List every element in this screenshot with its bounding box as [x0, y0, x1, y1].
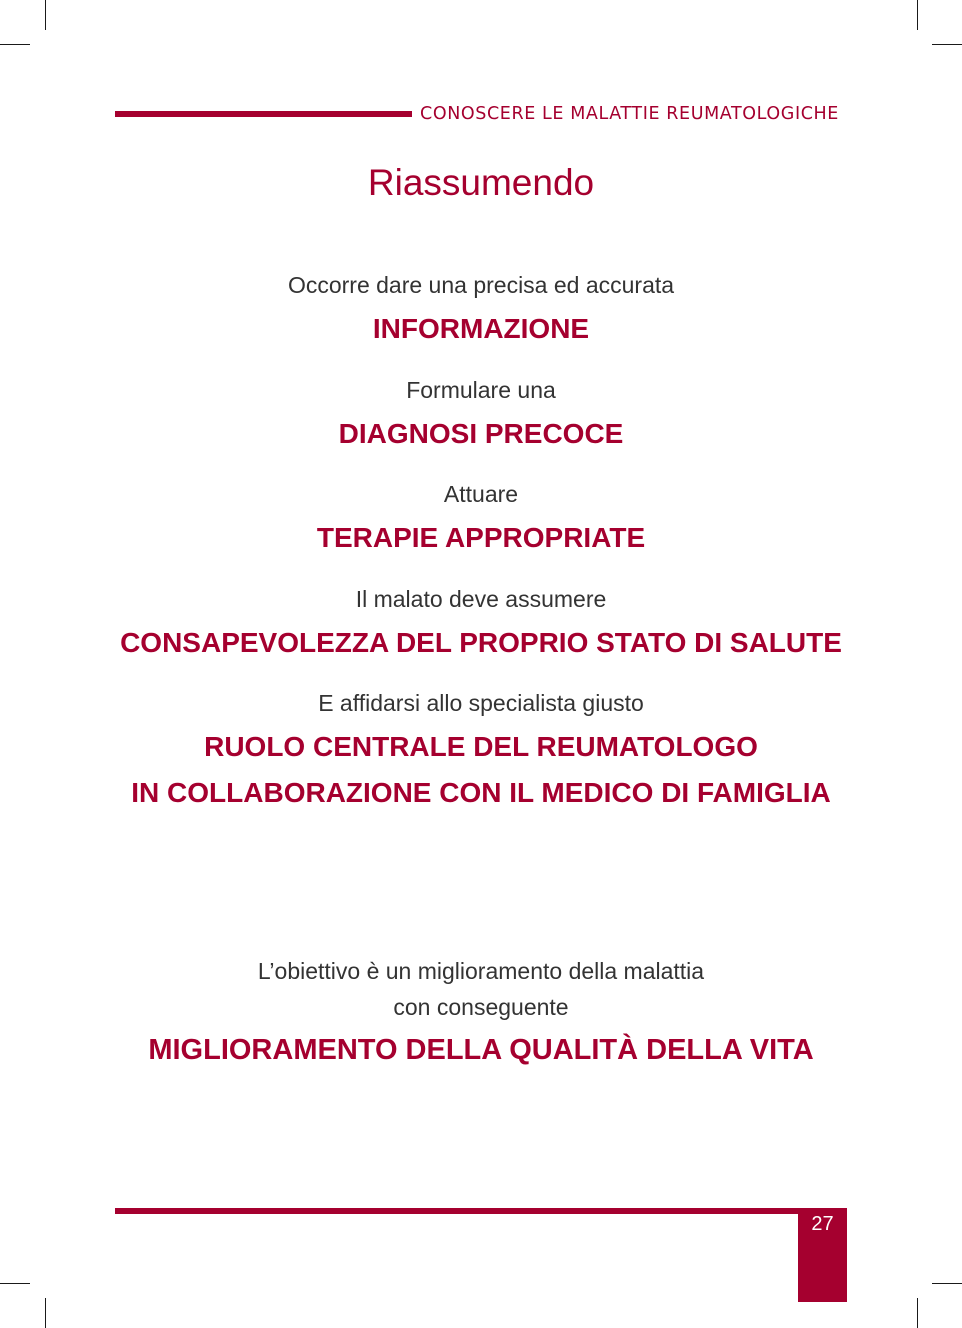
summary-highlight-1: INFORMAZIONE [372, 313, 590, 344]
summary-highlight-2: DIAGNOSI PRECOCE [338, 418, 624, 449]
page-title: Riassumendo [367, 162, 595, 203]
conclusion-line-2: con conseguente [393, 994, 569, 1020]
crop-mark-bottom-left-vertical [45, 1298, 46, 1328]
crop-mark-top-left-horizontal [0, 44, 30, 45]
conclusion-line-1: L’obiettivo è un miglioramento della malattia [257, 958, 705, 984]
summary-highlight-5b: IN COLLABORAZIONE CON IL MEDICO DI FAMIGLIA [131, 777, 831, 808]
crop-mark-top-right-horizontal [932, 44, 962, 45]
conclusion-highlight: MIGLIORAMENTO DELLA QUALITÀ DELLA VITA [148, 1034, 814, 1066]
page-number: 27 [811, 1213, 834, 1235]
summary-intro-3: Attuare [443, 481, 519, 507]
summary-intro-5: E affidarsi allo specialista giusto [318, 690, 644, 716]
summary-highlight-4: CONSAPEVOLEZZA DEL PROPRIO STATO DI SALUTE [120, 627, 842, 658]
crop-mark-bottom-right-horizontal [932, 1283, 962, 1284]
summary-highlight-3: TERAPIE APPROPRIATE [316, 522, 646, 553]
section-title: CONOSCERE LE MALATTIE REUMATOLOGICHE [420, 104, 839, 124]
crop-mark-top-left-vertical [45, 0, 46, 30]
crop-mark-top-right-vertical [917, 0, 918, 30]
header-rule [115, 111, 412, 117]
summary-intro-1: Occorre dare una precisa ed accurata [287, 272, 675, 298]
summary-intro-4: Il malato deve assumere [355, 586, 607, 612]
crop-mark-bottom-right-vertical [917, 1298, 918, 1328]
footer-rule [115, 1208, 798, 1214]
summary-intro-2: Formulare una [406, 377, 556, 403]
crop-mark-bottom-left-horizontal [0, 1283, 30, 1284]
summary-highlight-5a: RUOLO CENTRALE DEL REUMATOLOGO [204, 731, 758, 762]
